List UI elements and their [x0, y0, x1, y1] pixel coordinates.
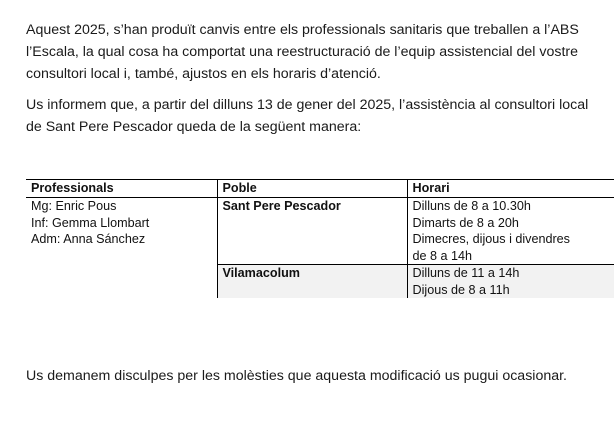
professionals-cell	[26, 198, 217, 299]
intro-line: consultori local i, també, ajustos en els horaris d’atenció.	[26, 66, 381, 82]
closing-paragraph	[26, 365, 614, 387]
intro-line: l’Escala, la qual cosa ha comportat una reestructuració de l’equip assistencial del vostre	[26, 44, 579, 60]
header-professionals: Professionals	[26, 180, 217, 198]
horari-line: Dilluns de 8 a 10.30h	[412, 199, 531, 213]
professional-item: Adm: Anna Sánchez	[31, 232, 146, 246]
closing-line: Us demanem disculpes per les molèsties que aquesta modificació us pugui ocasionar.	[26, 368, 567, 384]
notice-paragraph	[26, 94, 614, 138]
notice-line: de Sant Pere Pescador queda de la següent manera:	[26, 119, 362, 135]
intro-line: Aquest 2025, s’han produït canvis entre els professionals sanitaris que treballen a l’ABS	[26, 22, 579, 38]
horari-line: de 8 a 14h	[412, 248, 473, 263]
header-poble: Poble	[217, 180, 407, 198]
header-horari: Horari	[407, 180, 614, 198]
horari-cell	[407, 198, 614, 265]
professional-item: Mg: Enric Pous	[31, 199, 117, 213]
professional-item: Inf: Gemma Llombart	[31, 215, 150, 230]
horari-line: Dimarts de 8 a 20h	[412, 215, 519, 230]
horari-cell	[407, 265, 614, 299]
horari-line: Dimecres, dijous i divendres	[412, 232, 570, 246]
schedule-table	[26, 179, 614, 298]
intro-paragraph	[26, 19, 614, 85]
poble-cell: Sant Pere Pescador	[217, 198, 407, 265]
horari-line: Dilluns de 11 a 14h	[412, 266, 520, 280]
notice-line: Us informem que, a partir del dilluns 13 de gener del 2025, l’assistència al consultori local	[26, 97, 589, 113]
horari-line: Dijous de 8 a 11h	[412, 282, 510, 297]
table-row	[26, 198, 614, 265]
table-header-row	[26, 180, 614, 198]
poble-cell: Vilamacolum	[217, 265, 407, 299]
